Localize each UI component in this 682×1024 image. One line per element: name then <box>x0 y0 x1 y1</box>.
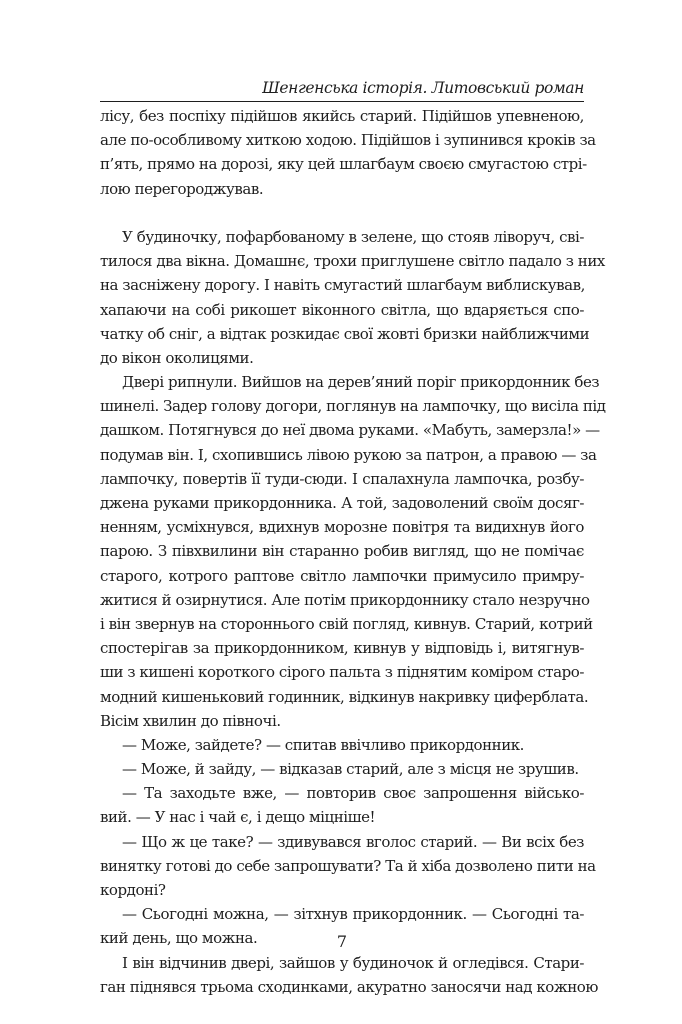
text-line: п’ять, прямо на дорозі, яку цей шлагбаум своєю смугастою стрі- <box>100 155 587 174</box>
section-break <box>100 201 584 225</box>
body-text <box>100 104 606 999</box>
header-rule <box>100 101 584 102</box>
dialogue-line: винятку готові до себе запрошувати? Та й хіба дозволено пити на <box>100 856 596 875</box>
dialogue-line: кий день, що можна. <box>100 929 258 948</box>
text-line: джена руками прикордонника. А той, задоволений своїм досяг- <box>100 494 584 512</box>
dialogue-line: вий. — У нас і чай є, і дещо міцніше! <box>100 808 376 827</box>
text-line: на засніжену дорогу. І навіть смугастий шлагбаум виблискував, <box>100 276 585 295</box>
text-line: ган піднявся трьома сходинками, акуратно заносячи над кожною <box>100 977 598 996</box>
dialogue-line: — Сьогодні можна, — зітхнув прикордонник. — Сьогодні та- <box>122 905 584 924</box>
text-line: до вікон околицями. <box>100 348 254 367</box>
dialogue-line: — Може, зайдете? — спитав ввічливо прикордонник. <box>122 735 524 754</box>
text-line: Вісім хвилин до півночі. <box>100 711 281 730</box>
text-line: парою. З півхвилини він старанно робив вигляд, що не помічає <box>100 542 584 561</box>
text-line: і він звернув на стороннього свій погляд, кивнув. Старий, котрий <box>100 614 593 633</box>
text-line: подумав він. І, схопившись лівою рукою за патрон, а правою — за <box>100 445 597 464</box>
text-line: спостерігав за прикордонником, кивнув у відповідь і, витягнув- <box>100 639 584 658</box>
dialogue-line: — Та заходьте вже, — повторив своє запрошення військо- <box>122 784 584 803</box>
text-line: І він відчинив двері, зайшов у будиночок й огледівся. Стари- <box>122 953 584 972</box>
dialogue-line: — Може, й зайду, — відказав старий, але з місця не зрушив. <box>122 760 579 779</box>
text-line: Двері рипнули. Вийшов на дерев’яний поріг прикордонник без <box>122 373 600 392</box>
text-line: лампочку, повертів її туди-сюди. І спалахнула лампочка, розбу- <box>100 469 584 488</box>
text-line: житися й озирнутися. Але потім прикордоннику стало незручно <box>100 590 590 609</box>
text-line: старого, котрого раптове світло лампочки примусило примру- <box>100 566 584 585</box>
text-line: лісу, без поспіху підійшов якийсь старий. Підійшов упевненою, <box>100 107 584 125</box>
text-line: ши з кишені короткого сірого пальта з піднятим коміром старо- <box>100 663 584 682</box>
text-line: дашком. Потягнувся до неї двома руками. «Мабуть, замерзла!» — <box>100 421 600 440</box>
dialogue-line: кордоні? <box>100 881 166 899</box>
text-line: чатку об сніг, а відтак розкидає свої жовті бризки найближчими <box>100 324 590 343</box>
text-line: У будиночку, пофарбованому в зелене, що стояв ліворуч, сві- <box>122 227 584 246</box>
running-header-title: Шенгенська історія. Литовський роман <box>262 79 584 97</box>
text-line: ненням, усміхнувся, вдихнув морозне повітря та видихнув його <box>100 518 584 537</box>
page-number: 7 <box>336 932 348 951</box>
text-line: модний кишеньковий годинник, відкинув накривку циферблата. <box>100 687 589 706</box>
text-line: лою перегороджував. <box>100 179 264 198</box>
text-line: але по-особливому хиткою ходою. Підійшов і зупинився кроків за <box>100 131 596 150</box>
dialogue-line: — Що ж це таке? — здивувався вголос старий. — Ви всіх без <box>122 832 584 851</box>
text-line: тилося два вікна. Домашнє, трохи приглушене світло падало з них <box>100 252 605 271</box>
text-line: хапаючи на собі рикошет віконного світла, що вдаряється спо- <box>100 300 584 319</box>
text-line: шинелі. Задер голову догори, поглянув на лампочку, що висіла під <box>100 397 606 416</box>
